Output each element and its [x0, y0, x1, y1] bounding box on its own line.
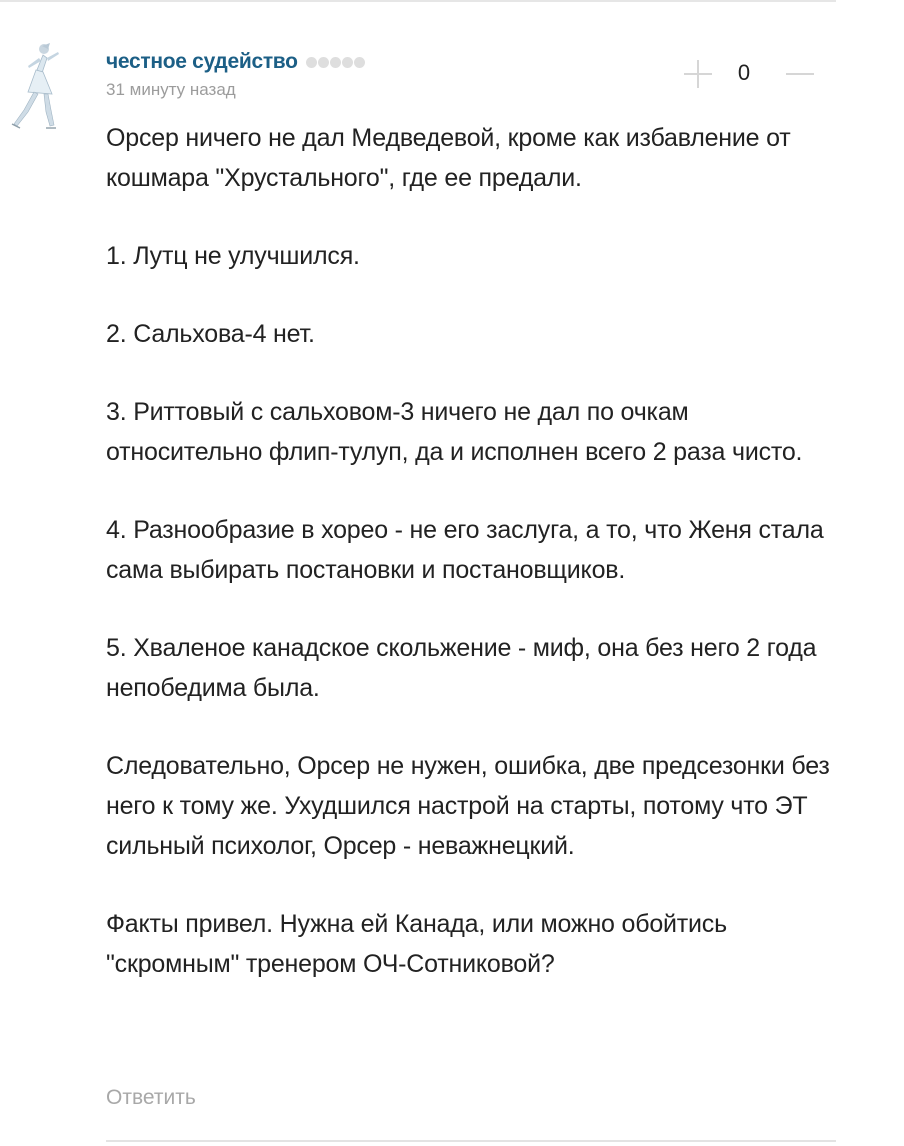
comment-paragraph: 1. Лутц не улучшился.	[106, 242, 360, 270]
comment-body	[106, 118, 842, 984]
minus-icon[interactable]	[786, 60, 816, 88]
plus-icon[interactable]	[684, 60, 712, 88]
rating-dot	[318, 57, 329, 68]
comment-paragraph: Факты привел. Нужна ей Канада, или можно обойтись "скромным" тренером ОЧ-Сотниковой?	[106, 910, 727, 978]
comment-paragraph: Следовательно, Орсер не нужен, ошибка, две предсезонки без него к тому же. Ухудшился настрой на старты, потому что ЭТ сильный психолог, Орсер - неважнецкий.	[106, 752, 830, 860]
comment-paragraph: 5. Хваленое канадское скольжение - миф, она без него 2 года непобедима была.	[106, 634, 817, 702]
author-name[interactable]: честное судейство	[106, 50, 298, 73]
comment-paragraph: Орсер ничего не дал Медведевой, кроме как избавление от кошмара "Хрустального", где ее предали.	[106, 124, 791, 192]
author-row	[106, 48, 365, 76]
vote-widget	[680, 56, 820, 92]
reply-button[interactable]: Ответить	[106, 1086, 196, 1109]
rating-dot	[354, 57, 365, 68]
figure-skater-avatar-icon	[12, 43, 59, 128]
comment-paragraph: 4. Разнообразие в хорео - не его заслуга, а то, что Женя стала сама выбирать постановки и постановщиков.	[106, 516, 824, 584]
rating-dot	[342, 57, 353, 68]
rating-dot	[330, 57, 341, 68]
comment-paragraph: 2. Сальхова-4 нет.	[106, 320, 315, 348]
avatar[interactable]	[6, 40, 66, 132]
rating-dot	[306, 57, 317, 68]
comment-timestamp: 31 минуту назад	[106, 80, 236, 99]
comment-paragraph: 3. Риттовый с сальховом-3 ничего не дал по очкам относительно флип-тулуп, да и исполнен всего 2 раза чисто.	[106, 398, 803, 466]
author-rating-dots	[306, 57, 365, 68]
vote-count: 0	[737, 60, 751, 85]
bottom-divider	[106, 1140, 836, 1142]
